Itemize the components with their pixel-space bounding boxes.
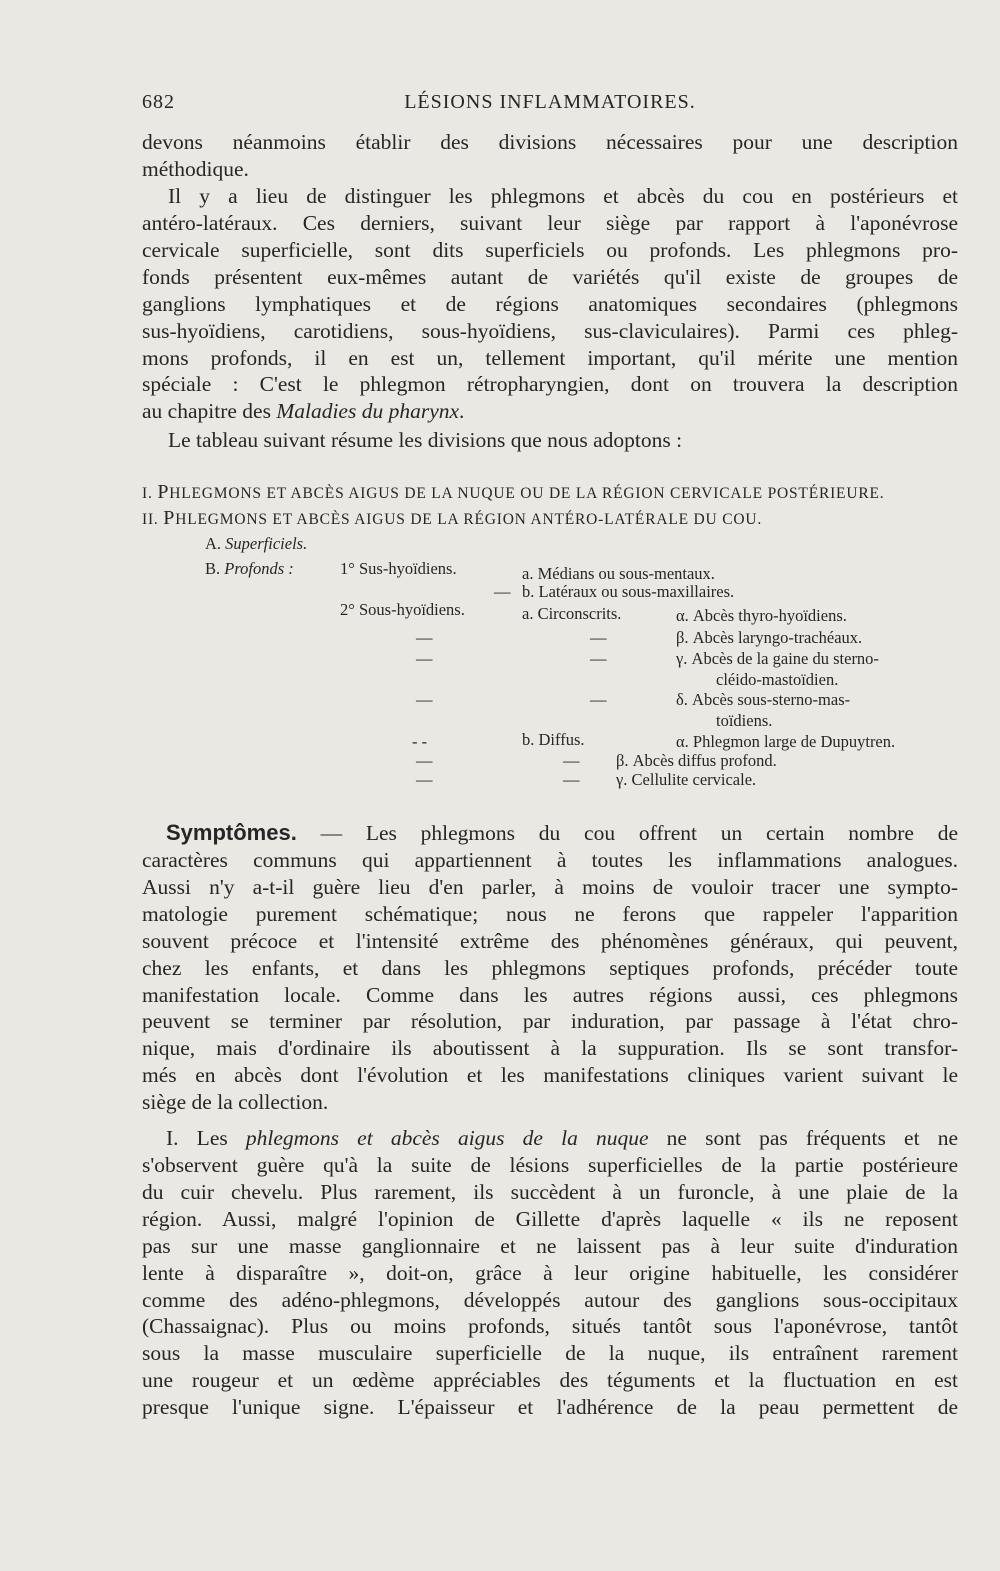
text-line: més en abcès dont l'évolution et les manifestations cliniques varient suivant le [142,1063,958,1088]
text-line: devons néanmoins établir des divisions nécessaires pour une description [142,130,958,154]
paragraph-1 [142,129,958,183]
text-line: lente à disparaître », doit-on, grâce à leur origine habituelle, les considérer [142,1260,958,1285]
synopsis-dash: — [590,690,607,709]
text-line: peuvent se terminer par résolution, par induration, par passage à l'état chro- [142,1009,958,1034]
synopsis-cellulite: γ. Cellulite cervicale. [616,770,757,789]
text-line: sous la masse musculaire superficielle de la nuque, ils entraînent rarement [142,1341,958,1366]
page-header [142,88,958,116]
synopsis-circonscrits: a. Circonscrits. [522,604,622,623]
text-line: siège de la collection. [142,1090,329,1115]
synopsis-gaine-sterno: γ. Abcès de la gaine du sterno- [676,649,879,668]
synopsis-dash: — [416,690,433,709]
paragraph-2-cont [142,210,958,425]
synopsis-dash: — [563,770,580,789]
synopsis-medians: a. Médians ou sous-mentaux. [522,564,715,583]
synopsis-laryngo-tracheaux: β. Abcès laryngo-trachéaux. [676,628,863,647]
symptomes-paragraph-first [142,820,958,847]
section-heading-symptomes: Symptômes. [166,820,297,845]
synopsis-dash: — [416,628,433,647]
text-line: Il y a lieu de distinguer les phlegmons et abcès du cou en postérieurs et [168,184,958,208]
text-line: chez les enfants, et dans les phlegmons septiques profonds, précéder toute [142,955,958,980]
text-line: mons profonds, il en est un, tellement important, qu'il mérite une mention [142,345,958,370]
text-line: au chapitre des Maladies du pharynx. [142,399,465,424]
synopsis-lateraux: b. Latéraux ou sous-maxillaires. [522,582,735,601]
synopsis-sous-sterno: δ. Abcès sous-sterno-mas- [676,690,851,709]
text-line: du cuir chevelu. Plus rarement, ils succèdent à un furoncle, à une plaie de la [142,1179,958,1204]
paragraph-3 [142,427,958,454]
synopsis-diffus-profond: β. Abcès diffus profond. [616,751,777,770]
synopsis-dash-dash: - - [412,732,428,751]
text-line: Aussi n'y a-t-il guère lieu d'en parler, à moins de vouloir tracer une sympto- [142,874,958,899]
text-line: région. Aussi, malgré l'opinion de Gillette d'après laquelle « ils ne reposent [142,1206,958,1231]
synopsis-sous-sterno-cont: toïdiens. [716,711,773,730]
text-line: caractères communs qui appartiennent à toutes les inflammations analogues. [142,848,958,872]
text-line: spéciale : C'est le phlegmon rétropharyngien, dont on trouvera la description [142,372,958,397]
synopsis-dash: — [590,649,607,668]
synopsis-dash: — [563,751,580,770]
synopsis-heading-2: II. PHLEGMONS ET ABCÈS AIGUS DE LA RÉGION ANTÉRO-LATÉRALE DU COU. [142,507,763,529]
running-title: LÉSIONS INFLAMMATOIRES. [404,91,696,113]
text-line: comme des adéno-phlegmons, développés autour des ganglions sous-occipitaux [142,1287,958,1312]
topic-phrase: phlegmons et abcès aigus de la nuque [245,1126,649,1150]
page-number: 682 [142,91,175,113]
text-line: I. Les phlegmons et abcès aigus de la nuque ne sont pas fréquents et ne [166,1126,958,1150]
synopsis-sous-hyoidiens: 2° Sous-hyoïdiens. [340,600,465,619]
text-line: nique, mais d'ordinaire ils aboutissent à la suppuration. Ils se sont transfor- [142,1036,958,1061]
synopsis-dash: — [494,582,511,601]
text-line: s'observent guère qu'à la suite de lésions superficielles de la partie postérieure [142,1153,958,1177]
text-line: Le tableau suivant résume les divisions que nous adoptons : [168,428,683,452]
synopsis-dash: — [590,628,607,647]
synopsis-dupuytren: α. Phlegmon large de Dupuytren. [676,732,896,751]
text-line: une rougeur et un œdème appréciables des téguments et la fluctuation en est [142,1368,958,1393]
text-line: (Chassaignac). Plus ou moins profonds, situés tantôt sous l'aponévrose, tantôt [142,1314,958,1339]
synopsis-gaine-sterno-cont: cléido-mastoïdien. [716,670,839,689]
synopsis-dash: — [416,770,433,789]
nuque-paragraph-first [142,1125,958,1152]
nuque-paragraph [142,1152,958,1421]
synopsis-profonds: B. Profonds : [205,559,294,578]
text-line: presque l'unique signe. L'épaisseur et l'adhérence de la peau permettent de [142,1395,958,1420]
synopsis-diffus: b. Diffus. [522,730,585,749]
text-line: Symptômes. — Les phlegmons du cou offrent un certain nombre de [166,820,958,845]
synopsis-dash: — [416,751,433,770]
text-line: antéro-latéraux. Ces derniers, suivant leur siège par rapport à l'aponévrose [142,211,958,235]
text-line: matologie purement schématique; nous ne ferons que rappeler l'apparition [142,901,958,926]
text-line: souvent précoce et l'intensité extrême des phénomènes généraux, qui peuvent, [142,928,958,953]
text-line: sus-hyoïdiens, carotidiens, sous-hyoïdiens, sus-claviculaires). Parmi ces phleg- [142,318,958,343]
text-line: pas sur une masse ganglionnaire et ne laissent pas à leur suite d'induration [142,1233,958,1258]
paragraph-2 [142,183,958,210]
symptomes-paragraph [142,847,958,1116]
synopsis-thyro-hyoidiens: α. Abcès thyro-hyoïdiens. [676,606,847,625]
cross-reference-title: Maladies du pharynx [276,399,460,424]
synopsis-sus-hyoidiens: 1° Sus-hyoïdiens. [340,559,457,578]
text-line: méthodique. [142,156,249,181]
synopsis-dash: — [416,649,433,668]
text-line: manifestation locale. Comme dans les autres régions aussi, ces phlegmons [142,982,958,1007]
text-line: fonds présentent eux-mêmes autant de variétés qu'il existe de groupes de [142,264,958,289]
synopsis-superficiels: A. Superficiels. [205,534,308,553]
text-line: cervicale superficielle, sont dits superficiels ou profonds. Les phlegmons pro- [142,237,958,262]
synopsis-heading-1: I. PHLEGMONS ET ABCÈS AIGUS DE LA NUQUE OU DE LA RÉGION CERVICALE POSTÉRIEURE. [142,481,885,503]
text-line: ganglions lymphatiques et de régions anatomiques secondaires (phlegmons [142,291,958,316]
